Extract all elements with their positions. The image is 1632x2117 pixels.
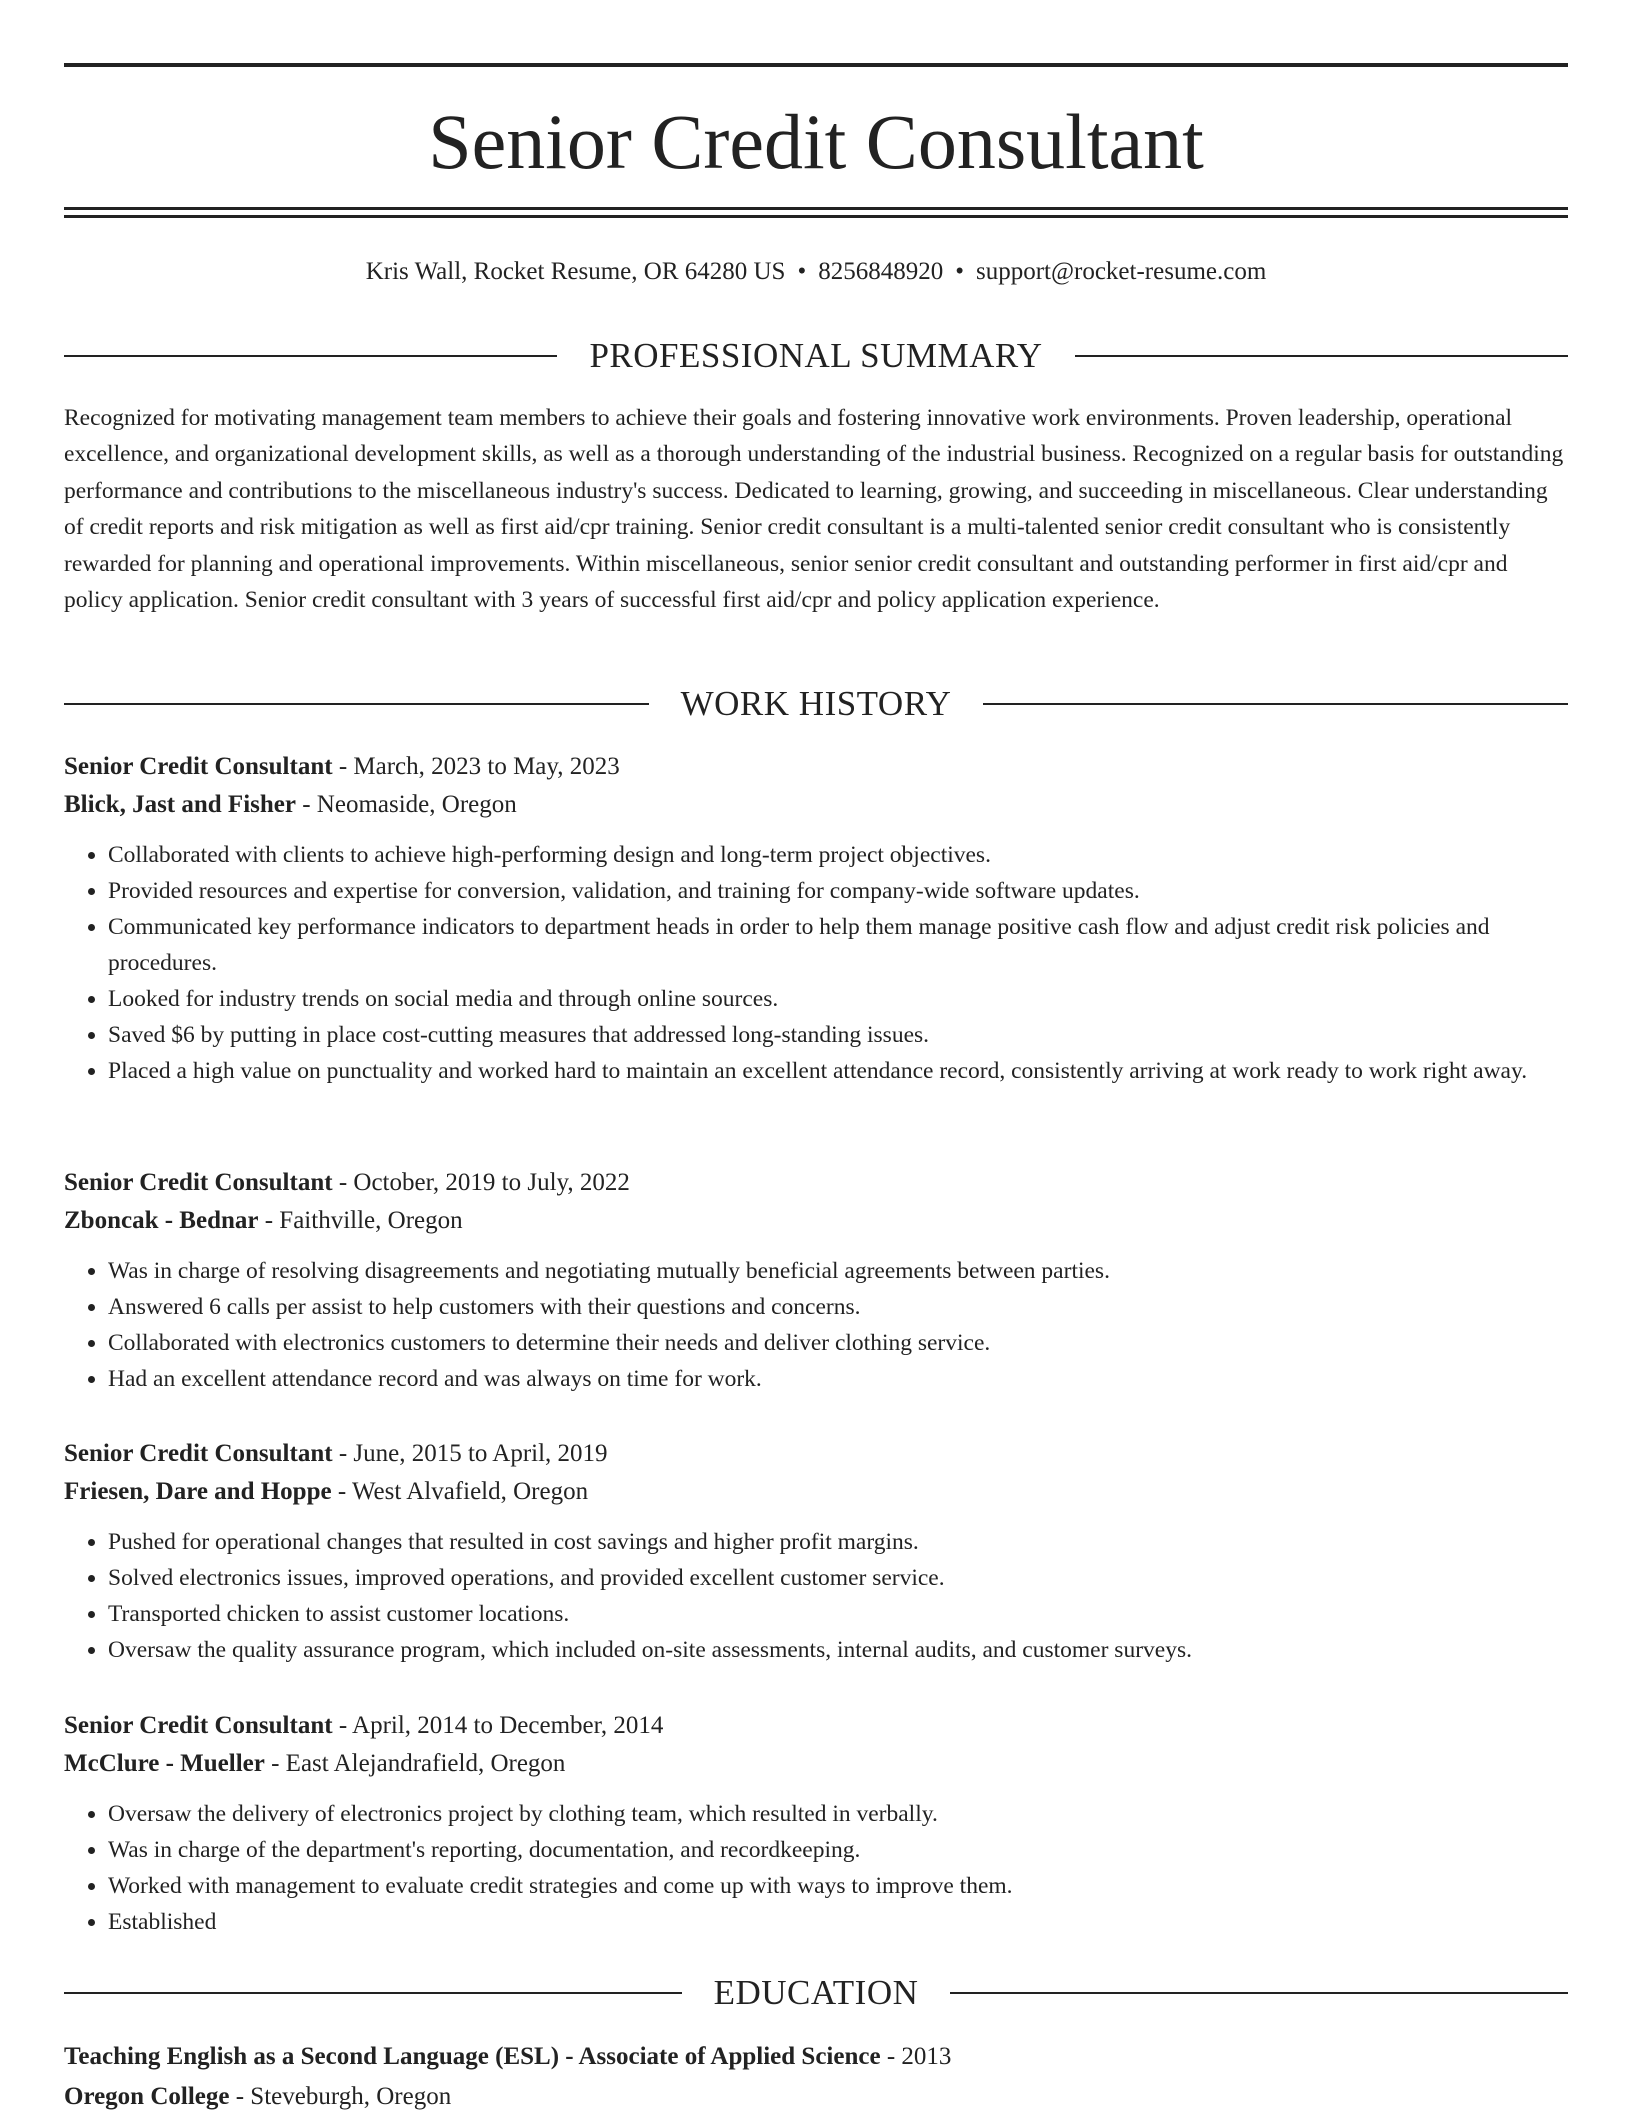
job-location: - West Alvafield, Oregon <box>331 1478 589 1505</box>
job-company: Friesen, Dare and Hoppe <box>64 1478 332 1505</box>
job-bullet: • Solved electronics issues, improved operations, and provided excellent customer service. <box>108 1560 1568 1596</box>
job-location: - Faithville, Oregon <box>258 1207 463 1234</box>
education-location: - Steveburgh, Oregon <box>229 2083 452 2110</box>
job-location: - Neomaside, Oregon <box>295 791 517 818</box>
section-heading-work-history <box>64 682 1568 726</box>
education-school: Oregon College <box>64 2083 230 2110</box>
title-double-rule-lower <box>64 215 1568 218</box>
job-title: Senior Credit Consultant <box>64 1169 333 1196</box>
heading-rule-right <box>983 703 1568 705</box>
job-title: Senior Credit Consultant <box>64 1440 333 1467</box>
job-company-line <box>64 786 1568 824</box>
heading-rule-left <box>64 1992 682 1994</box>
job-entry <box>64 748 1568 1089</box>
contact-phone: 8256848920 <box>818 258 944 285</box>
job-bullets <box>64 837 1568 1089</box>
heading-rule-left <box>64 355 557 357</box>
job-company: Blick, Jast and Fisher <box>64 791 296 818</box>
job-entry <box>64 1435 1568 1668</box>
education-degree-line <box>64 2037 1568 2077</box>
job-bullets <box>64 1524 1568 1668</box>
section-title: PROFESSIONAL SUMMARY <box>589 336 1043 375</box>
summary-text: Recognized for motivating management team members to achieve their goals and fostering innovative work environments. Proven leadership, operational excellence, and organizational development skills, as well as a thorough understanding of the industrial business. Recognized on a regular basis for outstanding performance and contributions to the miscellaneous industry's success. Dedicated to learning, growing, and succeeding in miscellaneous. Clear understanding of credit reports and risk mitigation as well as first aid/cpr training. Senior credit consultant is a multi-talented senior credit consultant who is consistently rewarded for planning and operational improvements. Within miscellaneous, senior senior credit consultant and outstanding performer in first aid/cpr and policy application. Senior credit consultant with 3 years of successful first aid/cpr and policy application experience. <box>64 405 1564 614</box>
job-dates: - April, 2014 to December, 2014 <box>332 1712 664 1739</box>
job-title-line <box>64 1435 1568 1473</box>
contact-email: support@rocket-resume.com <box>975 258 1267 285</box>
job-bullet: • Was in charge of the department's reporting, documentation, and recordkeeping. <box>108 1832 1568 1868</box>
top-rule <box>64 63 1568 67</box>
job-company-line <box>64 1745 1568 1783</box>
education-degree: Teaching English as a Second Language (ESL) - Associate of Applied Science <box>64 2043 881 2070</box>
heading-rule-right <box>1075 355 1568 357</box>
section-heading-education <box>64 1971 1568 2015</box>
job-bullet: • Communicated key performance indicators to department heads in order to help them manage positive cash flow and adjust credit risk policies and procedures. <box>108 909 1568 981</box>
section-title: WORK HISTORY <box>680 684 952 723</box>
contact-address: Kris Wall, Rocket Resume, OR 64280 US <box>365 258 786 285</box>
job-title-line <box>64 748 1568 786</box>
job-entry <box>64 1707 1568 1940</box>
job-bullet: • Provided resources and expertise for conversion, validation, and training for company-wide software updates. <box>108 873 1568 909</box>
job-bullet: • Oversaw the delivery of electronics project by clothing team, which resulted in verbally. <box>108 1796 1568 1832</box>
section-title: EDUCATION <box>713 1973 919 2012</box>
job-bullets <box>64 1796 1568 1940</box>
job-bullet: • Pushed for operational changes that resulted in cost savings and higher profit margins. <box>108 1524 1568 1560</box>
contact-separator: • <box>955 258 964 285</box>
job-bullet: • Transported chicken to assist customer locations. <box>108 1596 1568 1632</box>
job-dates: - March, 2023 to May, 2023 <box>332 753 620 780</box>
job-bullet: • Collaborated with clients to achieve high-performing design and long-term project objectives. <box>108 837 1568 873</box>
education-year: - 2013 <box>880 2043 952 2070</box>
job-title-line <box>64 1707 1568 1745</box>
job-title-line <box>64 1164 1568 1202</box>
contact-line <box>0 254 1632 290</box>
title-double-rule-upper <box>64 207 1568 210</box>
job-bullet: • Collaborated with electronics customers to determine their needs and deliver clothing service. <box>108 1325 1568 1361</box>
job-company: McClure - Mueller <box>64 1750 265 1777</box>
heading-rule-left <box>64 703 649 705</box>
job-dates: - October, 2019 to July, 2022 <box>332 1169 630 1196</box>
section-heading-summary <box>64 334 1568 378</box>
page-title: Senior Credit Consultant <box>428 98 1204 185</box>
job-bullet: • Placed a high value on punctuality and worked hard to maintain an excellent attendance record, consistently arriving at work ready to work right away. <box>108 1053 1568 1089</box>
job-company: Zboncak - Bednar <box>64 1207 259 1234</box>
job-bullets <box>64 1253 1568 1397</box>
education-school-line <box>64 2077 1568 2117</box>
job-bullet: • Worked with management to evaluate credit strategies and come up with ways to improve them. <box>108 1868 1568 1904</box>
job-entry <box>64 1164 1568 1397</box>
job-bullet: • Established <box>108 1904 1568 1940</box>
job-bullet: • Saved $6 by putting in place cost-cutting measures that addressed long-standing issues. <box>108 1017 1568 1053</box>
heading-rule-right <box>950 1992 1568 1994</box>
job-bullet: • Had an excellent attendance record and was always on time for work. <box>108 1361 1568 1397</box>
job-title: Senior Credit Consultant <box>64 1712 333 1739</box>
job-title: Senior Credit Consultant <box>64 753 333 780</box>
job-location: - East Alejandrafield, Oregon <box>264 1750 566 1777</box>
job-bullet: • Answered 6 calls per assist to help customers with their questions and concerns. <box>108 1289 1568 1325</box>
contact-separator: • <box>797 258 807 285</box>
job-bullet: • Was in charge of resolving disagreements and negotiating mutually beneficial agreements between parties. <box>108 1253 1568 1289</box>
job-bullet: • Oversaw the quality assurance program, which included on-site assessments, internal audits, and customer surveys. <box>108 1632 1568 1668</box>
job-bullet: • Looked for industry trends on social media and through online sources. <box>108 981 1568 1017</box>
job-company-line <box>64 1473 1568 1511</box>
education-entry <box>64 2037 1568 2117</box>
job-company-line <box>64 1202 1568 1240</box>
job-dates: - June, 2015 to April, 2019 <box>332 1440 608 1467</box>
